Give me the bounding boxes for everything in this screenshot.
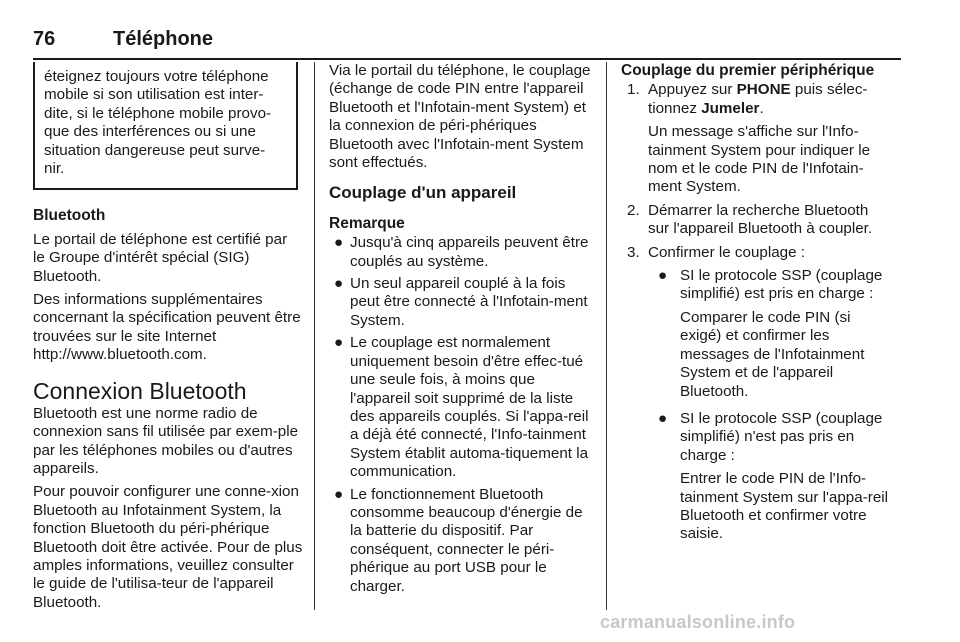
step-subtext: Un message s'affiche sur l'Info-tainment System pour indiquer le nom et le code PIN de l'Infotain-ment System. — [648, 123, 871, 196]
column-1 — [33, 62, 303, 612]
page-title: Téléphone — [113, 28, 214, 50]
bluetooth-heading: Bluetooth — [33, 207, 106, 225]
column-2 — [329, 62, 594, 596]
list-item — [329, 486, 594, 596]
connexion-paragraph: Pour pouvoir configurer une conne-xion Bluetooth au Infotainment System, la fonction Bluetooth du péri-phérique Bluetooth doit être activée. Pour de plus amples informations, veuillez consulter le guide de l'utilisa-teur de l'appareil Bluetooth. — [33, 483, 303, 611]
step-number: 3. — [627, 243, 640, 261]
bluetooth-paragraph: Des informations supplémentaires concernant la spécification peuvent être trouvées sur le site Internet http://www.bluetooth.com. — [33, 291, 301, 364]
list-item — [329, 234, 594, 271]
connexion-paragraph: Bluetooth est une norme radio de connexion sans fil utilisée par exem-ple par les téléphones mobiles ou d'autres appareils. — [33, 404, 299, 477]
step-number: 2. — [627, 201, 640, 219]
intro-paragraph: Via le portail du téléphone, le couplage (échange de code PIN entre l'appareil Bluetooth et l'Infotain-ment System) et la connexion de péri-phériques Bluetooth avec l'Infotain-ment System sont effectués. — [329, 62, 591, 172]
ssp-option-subtext: Entrer le code PIN de l'Info-tainment System sur l'appa-reil Bluetooth et confirmer votre saisie. — [680, 470, 889, 543]
list-item — [329, 275, 594, 330]
couplage-heading: Couplage d'un appareil — [329, 183, 517, 203]
step-text-part: . — [759, 99, 764, 117]
bullet-icon: ● — [334, 234, 344, 252]
list-item — [621, 81, 893, 196]
list-item-text: Le couplage est normalement uniquement besoin d'être effec-tué une seule fois, à moins que l'appareil soit supprimé de la liste des appareils couplés. Si l'appa-reil a déjà été connecté, l'Info-tainment System établit automa-tiquement la communication. — [350, 334, 589, 481]
page-number: 76 — [33, 28, 56, 50]
bullet-icon: ● — [334, 334, 344, 352]
bullet-icon: ● — [658, 267, 668, 285]
list-item-text: Le fonctionnement Bluetooth consomme beaucoup d'énergie de la batterie du dispositif. Par conséquent, connecter le péri-phérique au port USB pour le charger. — [350, 485, 583, 595]
list-item — [329, 334, 594, 481]
header-rule — [33, 58, 901, 60]
warning-line: dite, si le téléphone mobile provo- — [44, 104, 272, 122]
bullet-icon: ● — [334, 485, 344, 503]
list-item-text: Jusqu'à cinq appareils peuvent être couplés au système. — [350, 234, 589, 270]
step-text: Confirmer le couplage : — [648, 243, 806, 261]
ssp-options — [648, 267, 893, 544]
list-item-text: Un seul appareil couplé à la fois peut être connecté à l'Infotain-ment System. — [350, 275, 588, 329]
warning-line: éteignez toujours votre téléphone — [44, 68, 269, 85]
page-header — [33, 24, 901, 56]
first-pairing-heading: Couplage du premier périphérique — [621, 62, 875, 79]
phone-key-label: PHONE — [736, 81, 791, 99]
column-3 — [621, 62, 893, 544]
watermark: carmanualsonline.info — [600, 612, 796, 632]
ssp-option-text: SI le protocole SSP (couplage simplifié) est pris en charge : — [680, 267, 883, 303]
warning-line: nir. — [44, 160, 65, 178]
list-item — [648, 410, 893, 544]
bluetooth-paragraph: Le portail de téléphone est certifié par le Groupe d'intérêt spécial (SIG) Bluetooth. — [33, 230, 288, 285]
column-divider — [314, 62, 315, 610]
ssp-option-subtext: Comparer le code PIN (si exigé) et confirmer les messages de l'Infotainment System et de l'appareil Bluetooth. — [680, 308, 865, 400]
step-text: Démarrer la recherche Bluetooth sur l'appareil Bluetooth à coupler. — [648, 201, 873, 238]
column-divider — [606, 62, 607, 610]
list-item — [621, 202, 893, 239]
connexion-heading: Connexion Bluetooth — [33, 377, 247, 404]
warning-line: que des interférences ou si une — [44, 123, 256, 141]
warning-line: mobile si son utilisation est inter- — [44, 86, 264, 104]
step-text-part: puis sélec-tionnez — [648, 81, 868, 117]
step-text-part: Appuyez sur — [648, 81, 737, 99]
jumeler-label: Jumeler — [701, 99, 760, 117]
remarque-list — [329, 234, 594, 596]
bullet-icon: ● — [658, 409, 668, 427]
pairing-steps — [621, 81, 893, 543]
list-item — [621, 244, 893, 544]
warning-box — [33, 62, 298, 190]
step-number: 1. — [627, 81, 640, 99]
warning-line: situation dangereuse peut surve- — [44, 141, 266, 159]
list-item — [648, 267, 893, 401]
ssp-option-text: SI le protocole SSP (couplage simplifié) n'est pas pris en charge : — [680, 409, 883, 464]
bullet-icon: ● — [334, 275, 344, 293]
remarque-label: Remarque — [329, 214, 405, 232]
step-text — [648, 81, 893, 118]
